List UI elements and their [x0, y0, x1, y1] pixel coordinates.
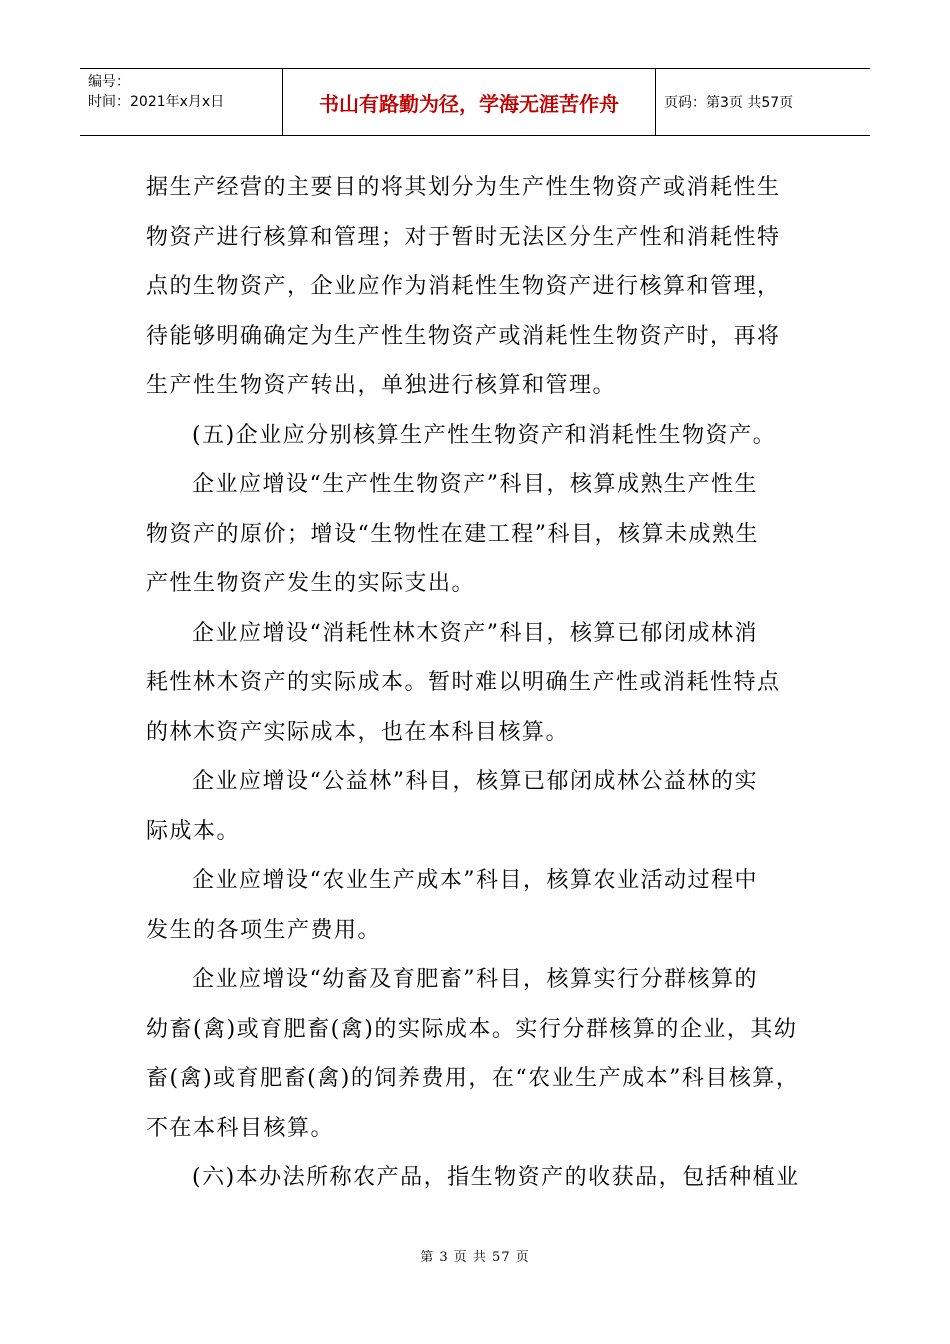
body-line: 不在本科目核算。 — [146, 1115, 335, 1141]
body-line: 畜(禽)或育肥畜(禽)的饲养费用，在“农业生产成本”科目核算， — [146, 1066, 800, 1091]
body-line: 点的生物资产，企业应作为消耗性生物资产进行核算和管理， — [146, 274, 781, 299]
body-line: 企业应增设“公益林”科目，核算已郁闭成林公益林的实 — [192, 769, 758, 794]
body-line: (六)本办法所称农产品，指生物资产的收获品，包括种植业 — [192, 1165, 800, 1190]
page-footer: 第 3 页 共 57 页 — [420, 1250, 530, 1265]
header-motto: 书山有路勤为径，学海无涯苦作舟 — [283, 69, 656, 135]
body-line: 际成本。 — [146, 818, 241, 844]
document-body — [146, 163, 806, 1203]
body-line: 物资产进行核算和管理；对于暂时无法区分生产性和消耗性特 — [146, 224, 781, 250]
header-page-info: 页码：第3页 共57页 — [664, 95, 794, 111]
body-line: 耗性林木资产的实际成本。暂时难以明确生产性或消耗性特点 — [146, 670, 781, 695]
body-line: 生产性生物资产转出，单独进行核算和管理。 — [146, 373, 617, 398]
body-line: (五)企业应分别核算生产性生物资产和消耗性生物资产。 — [192, 422, 777, 448]
header-meta — [80, 69, 283, 135]
body-line: 幼畜(禽)或育肥畜(禽)的实际成本。实行分群核算的企业，其幼 — [146, 1016, 798, 1042]
page-header — [80, 68, 870, 136]
body-line: 企业应增设“消耗性林木资产”科目，核算已郁闭成林消 — [192, 620, 758, 646]
body-line: 物资产的原价；增设“生物性在建工程”科目，核算未成熟生 — [146, 521, 759, 547]
body-line: 企业应增设“生产性生物资产”科目，核算成熟生产性生 — [192, 472, 758, 497]
body-line: 据生产经营的主要目的将其划分为生产性生物资产或消耗性生 — [146, 175, 781, 200]
body-line: 的林木资产实际成本，也在本科目核算。 — [146, 719, 570, 745]
body-line: 发生的各项生产费用。 — [146, 917, 382, 943]
body-line: 企业应增设“幼畜及育肥畜”科目，核算实行分群核算的 — [192, 967, 758, 992]
body-line: 产性生物资产发生的实际支出。 — [146, 571, 476, 596]
body-line: 企业应增设“农业生产成本”科目，核算农业活动过程中 — [192, 868, 758, 893]
code-label: 编号： — [88, 74, 130, 90]
body-line: 待能够明确确定为生产性生物资产或消耗性生物资产时，再将 — [146, 323, 781, 349]
time-label: 时间：2021年x月x日 — [88, 94, 225, 110]
